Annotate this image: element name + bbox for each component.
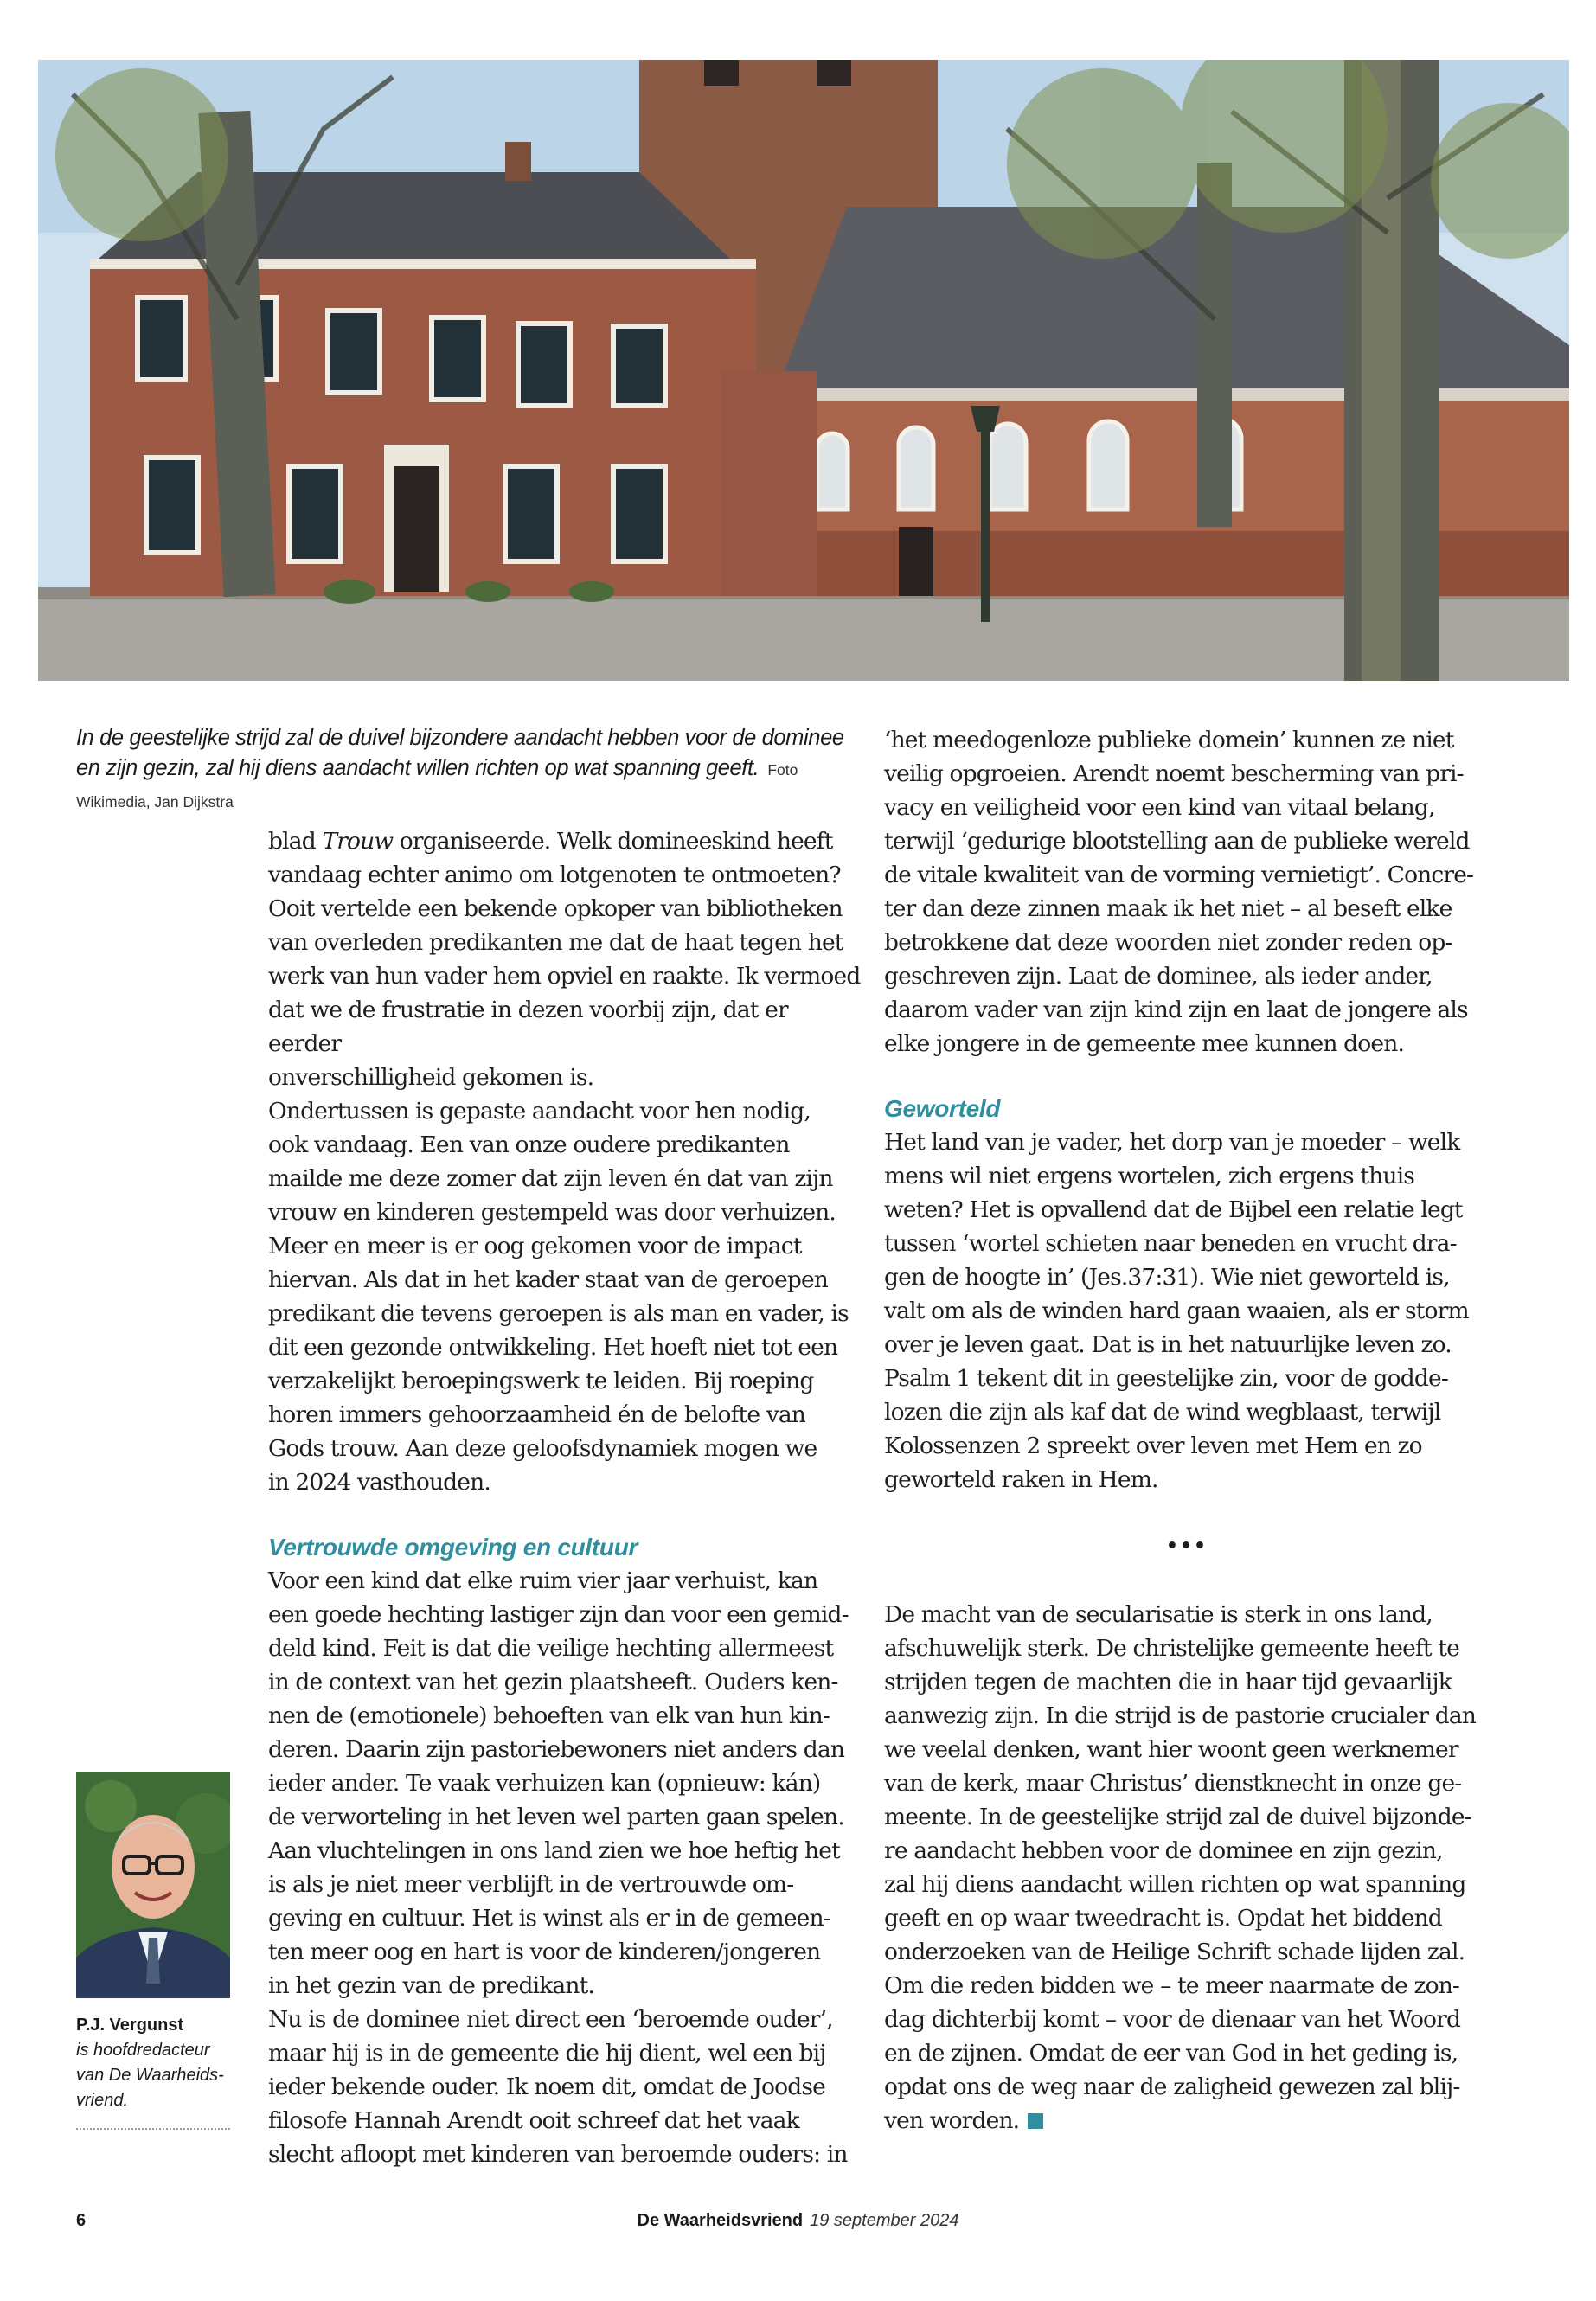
publication-name: De Waarheidsvriend [637,2211,804,2230]
divider [76,2128,230,2130]
author-bio [76,2013,232,2113]
section-heading: Geworteld [884,1095,1001,1122]
section-separator: ••• [1165,1535,1208,1557]
paragraph [884,1598,1490,2138]
paragraph: ‘het meedogenloze publieke domein’ kunnen ze niet veilig opgroeien. Arendt noemt bescherming van pri- vacy en veiligheid voor een kind van vitaal belang, terwijl ‘gedurige blootstelling aan de publieke wereld de vitale kwaliteit van de vorming vernietigt’. Concre- ter dan deze zinnen maak ik het niet – al beseft elke betrokkene dat deze woorden niet zonder reden op- geschreven zijn. Laat de dominee, als ieder ander, daarom vader van zijn kind zijn en laat de jongere als elke jongere in de gemeente mee kunnen doen. [884,727,1474,1057]
author-role: is hoofdredacteur van De Waarheids- vriend. [76,2041,224,2110]
paragraph: Voor een kind dat elke ruim vier jaar verhuist, kan een goede hechting lastiger zijn dan voor een gemid- deld kind. Feit is dat die veilige hechting allermeest in de context van het gezin plaatsheeft. Ouders ken- nen de (emotionele) behoeften van elk van hun kin- deren. Daarin zijn pastoriebewoners niet anders dan ieder ander. Te vaak verhuizen kan (opnieuw: kán) de verworteling in het leven wel parten gaan spelen. Aan vluchtelingen in ons land zien we hoe heftig het is als je niet meer verblijft in de vertrouwde om- geving en cultuur. Het is winst als er in de gemeen- ten meer oog en hart is voor de kinderen/jongeren in het gezin van de predikant. [268,1567,849,1999]
page-number: 6 [76,2211,87,2230]
emphasis-text: Trouw [322,828,394,855]
church-and-parsonage-illustration [38,60,1569,681]
paragraph [268,824,861,1094]
paragraph-text: De macht van de secularisatie is sterk in ons land, afschuwelijk sterk. De christelijke gemeente heeft te strijden tegen de machten die in haar tijd gevaarlijk aanwezig zijn. In die strijd is de pastorie crucialer dan we veelal denken, want hier woont geen werknemer van de kerk, maar Christus’ dienstknecht in onze ge- meente. In de geestelijke strijd zal de duivel bijzonde- re aandacht hebben voor de dominee en zijn gezin, zal hij diens aandacht willen richten op wat spanning geeft en op waar tweedracht is. Opdat het biddend onderzoeken van de Heilige Schrift schade lijden zal. Om die reden bidden we – te meer naarmate de zon- dag dichterbij komt – voor de dienaar van het Woord en de zijnen. Omdat de eer van God in het geding is, opdat ons de weg naar de zaligheid gewezen zal blij- ven worden. [884,1601,1477,2134]
end-of-article-mark [1028,2113,1043,2129]
article-column-right-end [884,1598,1490,2138]
section-heading: Vertrouwde omgeving en cultuur [268,1534,638,1561]
paragraph-text: organiseerde. Welk domineeskind heeft vandaag echter animo om lotgenoten te ontmoeten? Ooit vertelde een bekende opkoper van bibliotheken van overleden predikanten me dat de haat tegen het werk van hun vader hem opviel en raakte. Ik vermoed dat we de frustratie in dezen voorbij zijn, dat er eerder onverschilligheid gekomen is. [268,828,861,1091]
paragraph-text: blad [268,828,323,855]
paragraph: Het land van je vader, het dorp van je moeder – welk mens wil niet ergens wortelen, zich ergens thuis weten? Het is opvallend dat de Bijbel een relatie legt tussen ‘wortel schieten naar beneden en vrucht dra- gen de hoogte in’ (Jes.37:31). Wie niet geworteld is, valt om als de winden hard gaan waaien, als er storm over je leven gaat. Dat is in het natuurlijke leven zo. Psalm 1 tekent dit in geestelijke zin, voor de godde- lozen die zijn als kaf dat de wind wegblaast, terwijl Kolossenzen 2 spreekt over leven met Hem en zo geworteld raken in Hem. [884,1129,1469,1493]
photo-credit: Foto Wikimedia, Jan Dijkstra [76,761,798,811]
footer-publication [0,2211,1596,2231]
caption-text: In de geestelijke strijd zal de duivel bijzondere aandacht hebben voor de dominee en zijn gezin, zal hij diens aandacht willen richten op wat spanning geeft. [76,726,844,780]
photo-caption [76,723,863,817]
article-column-right [884,723,1490,1497]
paragraph: Nu is de dominee niet direct een ‘beroemde ouder’, maar hij is in de gemeente die hij dient, wel een bij ieder bekende ouder. Ik noem dit, omdat de Joodse filosofe Hannah Arendt ooit schreef dat het vaak slecht afloopt met kinderen van beroemde ouders: in [268,2006,848,2168]
article-photo [38,60,1569,681]
author-portrait-illustration [76,1772,230,1998]
author-name: P.J. Vergunst [76,2016,184,2035]
author-photo [76,1772,230,1998]
paragraph: Ondertussen is gepaste aandacht voor hen nodig, ook vandaag. Een van onze oudere predikanten mailde me deze zomer dat zijn leven én dat van zijn vrouw en kinderen gestempeld was door verhuizen. Meer en meer is er oog gekomen voor de impact hiervan. Als dat in het kader staat van de geroepen predikant die tevens geroepen is als man en vader, is dit een gezonde ontwikkeling. Het hoeft niet tot een verzakelijkt beroepingswerk te leiden. Bij roeping horen immers gehoorzaamheid én de belofte van Gods trouw. Aan deze geloofsdynamiek mogen we in 2024 vasthouden. [268,1098,849,1496]
article-column-middle [268,824,861,2171]
publication-date: 19 september 2024 [810,2211,959,2230]
